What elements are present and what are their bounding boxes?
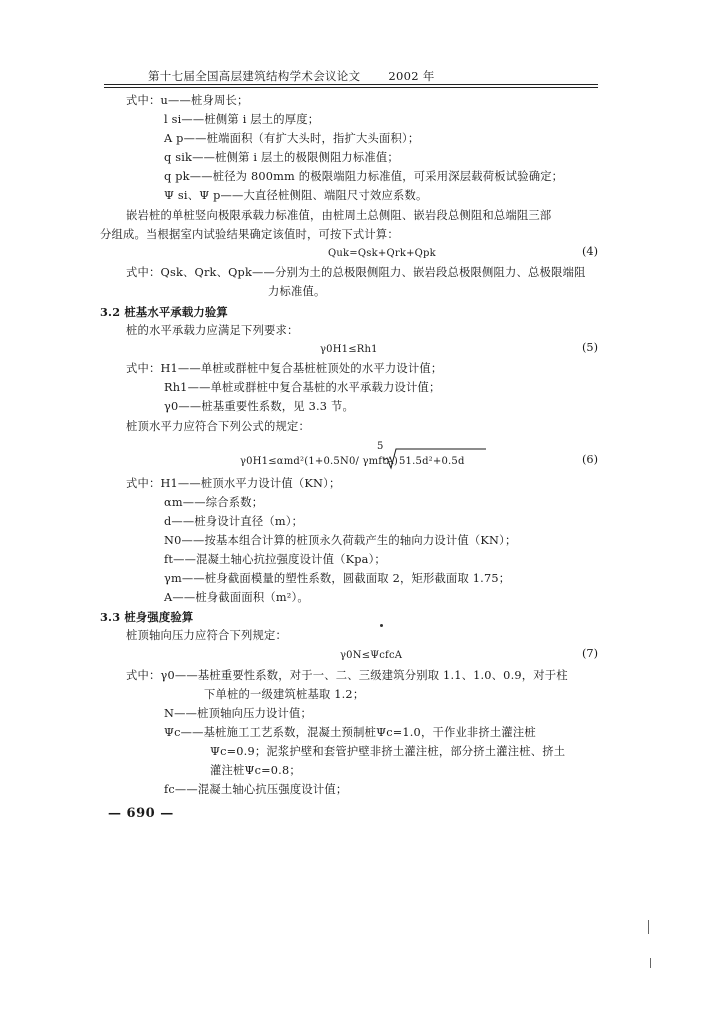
scan-artifact: [648, 920, 649, 934]
header-title: 第十七届全国高层建筑结构学术会议论文: [148, 69, 361, 83]
text-line: q pk——桩径为 800mm 的极限端阻力标准值，可采用深层载荷板试验确定；: [164, 170, 564, 183]
text-line: l si——桩侧第 i 层土的厚度；: [164, 113, 320, 126]
equation-number: (4): [582, 245, 599, 258]
text-line: 式中：H1——单桩或群桩中复合基桩桩顶处的水平力设计值；: [126, 362, 443, 375]
scan-speck: [380, 624, 383, 627]
text-line: d——桩身设计直径（m）；: [164, 515, 304, 528]
text-line: 下单桩的一级建筑桩基取 1.2；: [204, 688, 365, 701]
equation-number: (6): [582, 453, 599, 466]
paragraph-line: 分组成。当根据室内试验结果确定该值时，可按下式计算：: [100, 228, 399, 241]
text-line: Ψc=0.9；泥浆护壁和套管护壁非挤土灌注桩，部分挤土灌注桩、挤土: [210, 745, 566, 758]
text-line: 式中：u——桩身周长；: [126, 94, 249, 107]
text-line: Ψc——基桩施工工艺系数，混凝土预制桩Ψc=1.0，干作业非挤土灌注桩: [164, 726, 536, 739]
equation-4: Quk=Qsk+Qrk+Qpk: [328, 248, 436, 259]
page-number: — 690 —: [108, 806, 174, 821]
text-line: N0——按基本组合计算的桩顶永久荷载产生的轴向力设计值（KN）；: [164, 534, 517, 547]
text-line: 灌注桩Ψc=0.8；: [210, 764, 301, 777]
equation-6: γ0H1≤αmd²(1+0.5N0/ γmftA): [240, 456, 398, 467]
text-line: αm——综合系数；: [164, 496, 264, 509]
paragraph-line: 桩的水平承载力应满足下列要求：: [126, 324, 299, 337]
text-line: 式中：γ0——基桩重要性系数，对于一、二、三级建筑分别取 1.1、1.0、0.9，对于柱: [126, 669, 568, 682]
text-line: A p——桩端面积（有扩大头时，指扩大头面积）；: [164, 132, 420, 145]
paragraph-line: 嵌岩桩的单桩竖向极限承载力标准值，由桩周土总侧阻、嵌岩段总侧阻和总端阻三部: [126, 209, 552, 222]
paragraph-line: 桩顶水平力应符合下列公式的规定：: [126, 420, 310, 433]
text-line: 力标准值。: [268, 285, 326, 298]
header-rule: [104, 84, 598, 85]
running-header: [148, 68, 598, 84]
text-line: 式中：H1——桩顶水平力设计值（KN）；: [126, 477, 341, 490]
section-heading: 3.2 桩基水平承载力验算: [100, 305, 228, 319]
equation-5: γ0H1≤Rh1: [320, 344, 378, 355]
equation-7: γ0N≤ΨcfcA: [340, 650, 403, 661]
radical-index: 5: [377, 441, 384, 452]
text-line: fc——混凝土轴心抗压强度设计值；: [164, 783, 348, 796]
paragraph-line: 桩顶轴向压力应符合下列规定：: [126, 629, 287, 642]
header-rule-thin: [104, 87, 598, 88]
text-line: 式中：Qsk、Qrk、Qpk——分别为土的总极限侧阻力、嵌岩段总极限侧阻力、总极限端阻: [126, 266, 586, 279]
text-line: ft——混凝土轴心抗拉强度设计值（Kpa）；: [164, 553, 386, 566]
text-line: A——桩身截面面积（m²）。: [164, 591, 309, 604]
equation-number: (7): [582, 647, 599, 660]
text-line: γm——桩身截面模量的塑性系数，圆截面取 2，矩形截面取 1.75；: [164, 572, 511, 585]
text-line: Ψ si、Ψ p——大直径桩侧阻、端阻尺寸效应系数。: [164, 189, 428, 202]
equation-number: (5): [582, 341, 599, 354]
scan-artifact: [650, 958, 651, 968]
section-heading: 3.3 桩身强度验算: [100, 610, 194, 624]
text-line: N——桩顶轴向压力设计值；: [164, 707, 313, 720]
radical-content: 51.5d²+0.5d: [399, 456, 465, 467]
text-line: Rh1——单桩或群桩中复合基桩的水平承载力设计值；: [164, 381, 441, 394]
text-line: γ0——桩基重要性系数，见 3.3 节。: [164, 400, 354, 413]
text-line: q sik——桩侧第 i 层土的极限侧阻力标准值；: [164, 151, 399, 164]
header-year: 2002 年: [388, 69, 435, 83]
